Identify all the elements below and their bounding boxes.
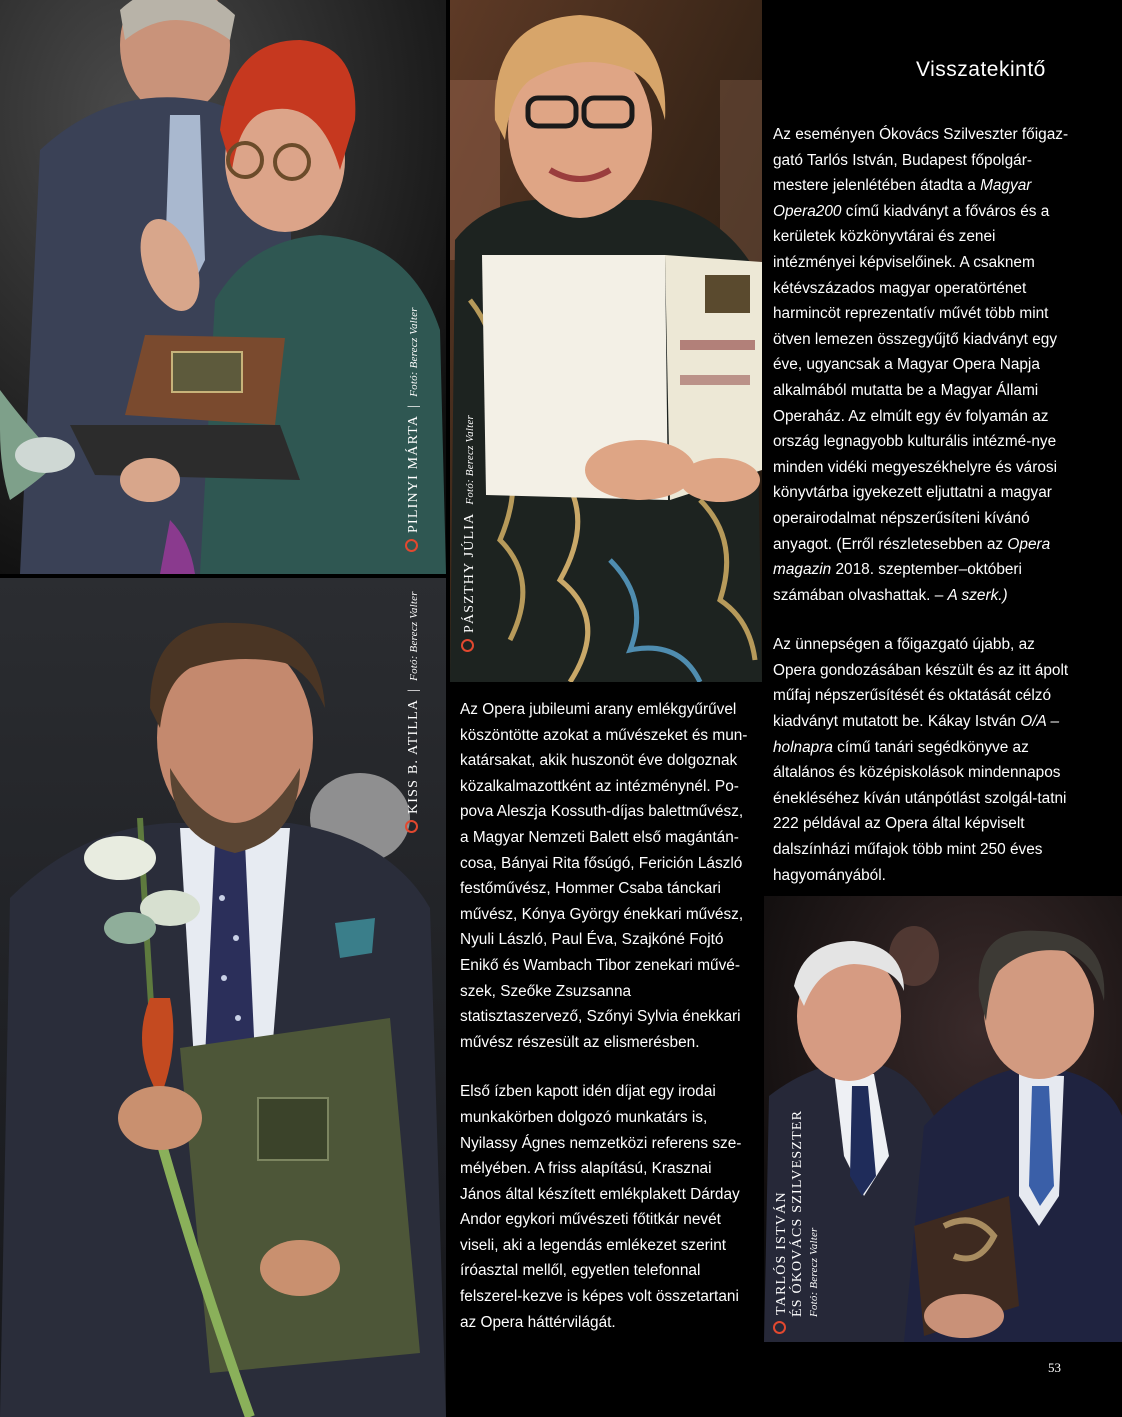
caption-credit: Fotó: Berecz Valter bbox=[408, 307, 420, 397]
caption-kiss-b-atilla: KISS B. ATILLA |Fotó: Berecz Valter bbox=[405, 591, 422, 833]
caption-credit: Fotó: Berecz Valter bbox=[408, 591, 420, 681]
caption-name: PÁSZTHY JÚLIA bbox=[462, 513, 477, 633]
caption-marker-icon bbox=[773, 1321, 786, 1334]
section-title: Visszatekintő bbox=[916, 58, 1046, 81]
caption-marker-icon bbox=[405, 820, 418, 833]
paragraph-oa-holnapra: Az ünnepségen a főigazgató újabb, az Opera gondozásában készült és az itt ápolt műfaj népszerűsítését és oktatását célzó kiadványt mutatott be. Kákay István O/A – holnapra című tanári segédkönyve az általános és középiskolások mindennapos énekléséhez kíván utánpótlást szolgál-tatni 222 példával az Opera által képviselt dalszínházi műfajok több mint 250 éves hagyományából. bbox=[773, 636, 1069, 884]
paragraph-darday-andor: Első ízben kapott idén díjat egy irodai munkakörben dolgozó munkatárs is, Nyilassy Ágnes nemzetközi referens sze-mélyében. A friss alapítású, Krasznai János által készített emlékplakett Dárday Andor egykori művészeti főtitkár nevét viseli, aki a legendás emlékezet szerint íróasztal mellől, egyetlen telefonnal felszerel-kezve is képes volt összetartani az Opera háttérvilágát. bbox=[460, 1083, 742, 1331]
caption-pilinyi-marta: PILINYI MÁRTA |Fotó: Berecz Valter bbox=[405, 307, 422, 552]
right-column-text bbox=[773, 122, 1073, 912]
caption-name-line1: TARLÓS ISTVÁN bbox=[774, 1191, 789, 1315]
caption-paszthy-julia bbox=[461, 415, 478, 652]
photo-paszthy-julia bbox=[450, 0, 762, 682]
paragraph-magyar-opera200: Az eseményen Ókovács Szilveszter főigaz-gató Tarlós István, Budapest főpolgár-mestere jelenlétében átadta a Magyar Opera200 című kiadványt a főváros és a kerületek közkönyvtárai és zenei intézményei képviselőinek. A csaknem kétévszázados magyar operatörténet harmincöt reprezentatív művét több mint ötven lemezen összegyűjtő kiadványt egy éve, ugyancsak a Magyar Opera Napja alkalmából mutatta be a Magyar Állami Operaház. Az elmúlt egy év folyamán az ország legnagyobb kulturális intézmé-nye minden vidéki megyeszékhelyre és városi könyvtárba igyekezett eljuttatni a magyar operairodalmat népszerűsíteni kívánó anyagot. (Erről részletesebben az Opera magazin 2018. szeptember–októberi számában olvashattak. – A szerk.) bbox=[773, 126, 1069, 604]
caption-name-line2: ÉS ÓKOVÁCS SZILVESZTER bbox=[790, 1109, 805, 1317]
photo-kiss-b-atilla bbox=[0, 578, 446, 1417]
photo-pilinyi-marta bbox=[0, 0, 446, 574]
middle-column-text bbox=[460, 697, 752, 1359]
caption-marker-icon bbox=[405, 539, 418, 552]
caption-tarlos-okovacs bbox=[773, 1110, 822, 1334]
caption-credit: Fotó: Berecz Valter bbox=[808, 1227, 820, 1317]
caption-name: PILINYI MÁRTA bbox=[406, 415, 421, 533]
page-number: 53 bbox=[1048, 1360, 1061, 1375]
paragraph-emlekgyuru: Az Opera jubileumi arany emlékgyűrűvel köszöntötte azokat a művészeket és mun-katársakat, akik huszonöt éve dolgoznak közalkalmazottként az intézménynél. Po-pova Aleszja Kossuth-díjas balettművész, a Magyar Nemzeti Balett első magántán-cosa, Bányai Rita fősúgó, Ferición László festőművész, Hommer Csaba tánckari művész, Kónya György énekkari művész, Nyuli László, Paul Éva, Szajkóné Fojtó Enikő és Wambach Tibor zenekari művé-szek, Szeőke Zsuzsanna statisztaszervező, Szőnyi Sylvia énekkari művész részesült az elismerésben. bbox=[460, 701, 748, 1051]
caption-marker-icon bbox=[461, 639, 474, 652]
caption-credit: Fotó: Berecz Valter bbox=[464, 415, 476, 505]
caption-name: KISS B. ATILLA bbox=[406, 699, 421, 814]
